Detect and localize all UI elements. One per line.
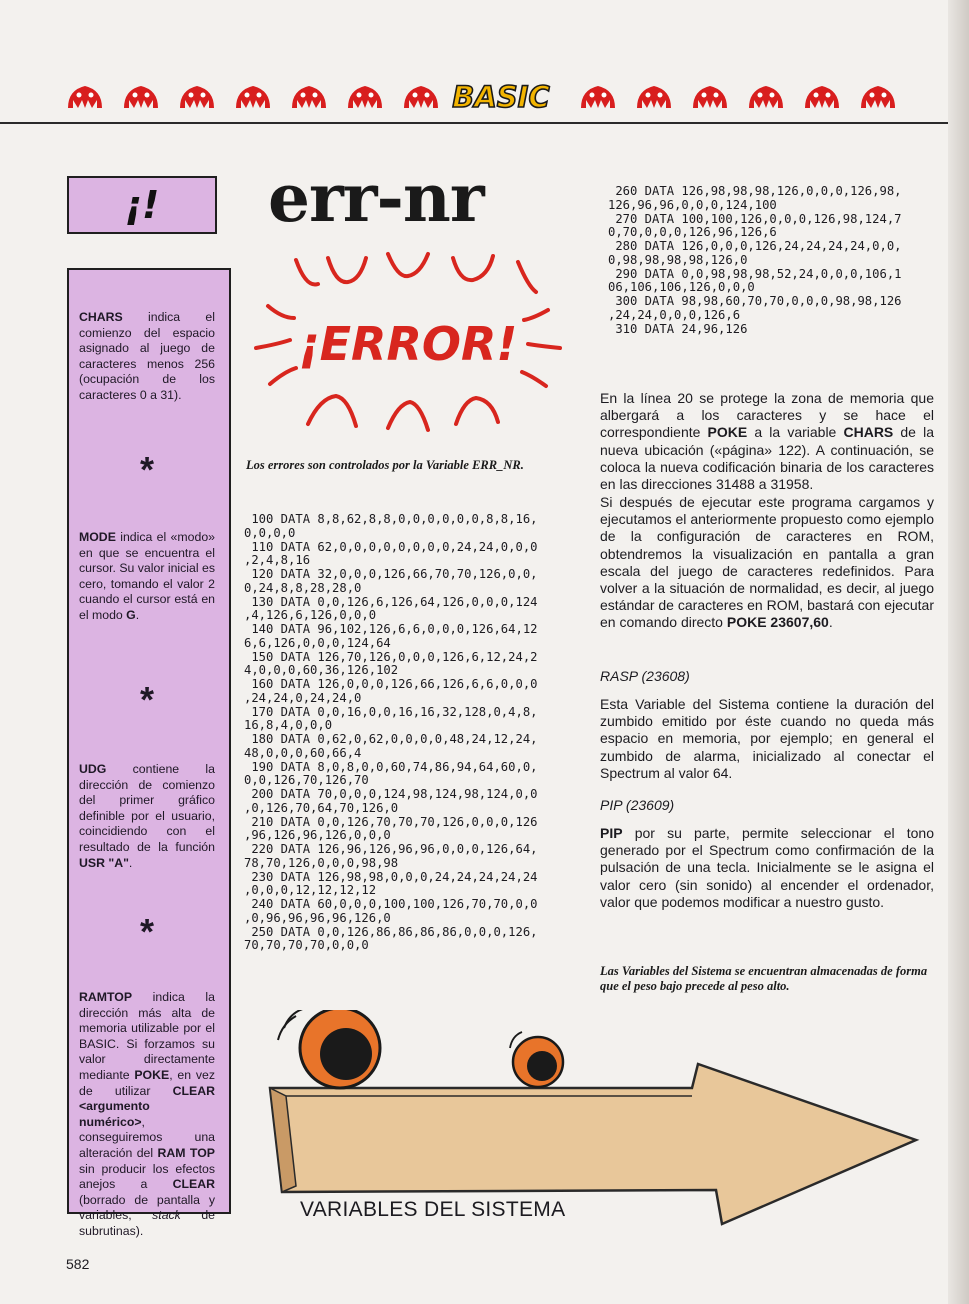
arrow-illustration <box>262 1010 922 1230</box>
pip-heading: PIP (23609) <box>600 797 675 813</box>
page-title: err-nr <box>268 159 484 237</box>
page-edge <box>948 0 969 1304</box>
crab-icon <box>232 78 274 112</box>
crab-row-right <box>577 78 899 114</box>
crab-icon <box>344 78 386 112</box>
crab-icon <box>801 78 843 112</box>
crab-icon <box>176 78 218 112</box>
sidebar-udg-note: UDG contiene la dirección de comienzo del primer gráfico definible por el usuario, coincidiendo con el resultado de la función USR "A". <box>79 762 215 870</box>
crab-icon <box>400 78 442 112</box>
asterisk-separator: * <box>139 679 154 720</box>
crab-icon <box>577 78 619 112</box>
pip-paragraph: PIP por su parte, permite seleccionar el tono generado por el Spectrum como confirmación de la pulsación de una tecla. Inicialmente se le asigna el valor cero (sin sonido) al encender el ordenador, valor que podemos modificar a nuestro gusto. <box>600 825 934 910</box>
variables-label: VARIABLES DEL SISTEMA <box>300 1198 566 1221</box>
asterisk-separator: * <box>139 449 154 490</box>
crab-icon <box>745 78 787 112</box>
sidebar-chars-note: CHARS indica el comienzo del espacio asignado al juego de caracteres menos 256 (ocupación de los caracteres 0 a 31). <box>79 310 215 402</box>
error-burst-graphic <box>248 248 568 438</box>
crab-icon <box>120 78 162 112</box>
page-number: 582 <box>66 1256 90 1272</box>
rasp-heading: RASP (23608) <box>600 668 690 684</box>
sidebar-ramtop-note: RAMTOP indica la dirección más alta de memoria utilizable por el BASIC. Si forzamos su valor directamente mediante POKE, en vez de utilizar CLEAR <argumento numérico>, conseguiremos una alteración del RAM TOP sin producir los efectos anejos a CLEAR (borrado de pantalla y variables, stack de subrutinas). <box>79 990 215 1238</box>
header-rule <box>0 122 969 124</box>
crab-icon <box>689 78 731 112</box>
paragraph-execution: Si después de ejecutar este programa cargamos y ejecutamos el anteriormente propuesto como ejemplo de la configuración de caracteres en ROM, obtendremos la visualización en pantalla a gran escala del juego de caracteres redefinidos. Para volver a la situación de normalidad, es decir, al juego estándar de caracteres en ROM, bastará con ejecutar en comando directo POKE 23607,60. <box>600 494 934 631</box>
error-caption: Los errores son controlados por la Variable ERR_NR. <box>246 458 524 472</box>
basic-listing-part1: 100 DATA 8,8,62,8,8,0,0,0,0,0,0,8,8,16, 0,0,0,0 110 DATA 62,0,0,0,0,0,0,0,0,24,24,0,0,0 ,2,4,8,16 120 DATA 32,0,0,0,126,66,70,70,126,0,0, 0,24,8,8,28,28,0 130 DATA 0,0,126,6,126,64,126,0,0,0,124 ,4,126,6,126,0,0,0 140 DATA 96,102,126,6,6,0,0,0,126,64,12 6,6,126,0,0,0,124,64 150 DATA 126,70,126,0,0,0,126,6,12,24,2 4,0,0,0,60,36,126,102 160 DATA 126,0,0,0,126,66,126,6,6,0,0,0 ,24,24,0,24,24,0 170 DATA 0,0,16,0,0,16,16,32,128,0,4,8, 16,8,4,0,0,0 180 DATA 0,62,0,62,0,0,0,0,48,24,12,24, 48,0,0,0,60,66,4 190 DATA 8,0,8,0,0,60,74,86,94,64,60,0, 0,0,126,70,126,70 200 DATA 70,0,0,0,124,98,124,98,124,0,0 ,0,126,70,64,70,126,0 210 DATA 0,0,126,70,70,70,126,0,0,0,126 ,96,126,96,126,0,0,0 220 DATA 126,96,126,96,96,0,0,0,126,64, 78,70,126,0,0,0,98,98 230 DATA 126,98,98,0,0,0,24,24,24,24,24 ,0,0,0,12,12,12,12 240 DATA 60,0,0,0,100,100,126,70,70,0,0 ,0,96,96,96,96,126,0 250 DATA 0,0,126,86,86,86,86,0,0,0,126, 70,70,70,70,0,0,0 <box>244 512 538 953</box>
basic-section-logo: BASIC <box>452 80 550 114</box>
crab-icon <box>64 78 106 112</box>
sidebar-heading: ¡! <box>67 176 217 234</box>
crab-icon <box>857 78 899 112</box>
error-burst-text: ¡ERROR! <box>298 317 518 371</box>
asterisk-separator: * <box>139 911 154 952</box>
system-variables-caption: Las Variables del Sistema se encuentran almacenadas de forma que el peso bajo precede al peso alto. <box>600 964 928 993</box>
crab-icon <box>288 78 330 112</box>
crab-icon <box>633 78 675 112</box>
sidebar-mode-note: MODE indica el «modo» en que se encuentra el cursor. Su valor inicial es cero, tomando el valor 2 cuando el cursor está en el modo G. <box>79 530 216 622</box>
rasp-paragraph: Esta Variable del Sistema contiene la duración del zumbido emitido por éste cuando no queda más espacio en memoria, por ejemplo; en general el zumbido de alarma, inicializado al conectar el Spectrum al valor 64. <box>600 696 934 781</box>
paragraph-line20: En la línea 20 se protege la zona de memoria que albergará a los caracteres y se hace el correspondiente POKE a la variable CHARS de la nueva ubicación («página» 122). A continuación, se coloca la nueva codificación binaria de los caracteres en las direcciones 31488 a 31958. <box>600 390 935 493</box>
sidebar-panel <box>67 268 231 1238</box>
crab-row-left <box>64 78 442 114</box>
basic-listing-part2: 260 DATA 126,98,98,98,126,0,0,0,126,98, 126,96,96,0,0,0,124,100 270 DATA 100,100,126,0,0,0,126,98,124,7 0,70,0,0,0,126,96,126,6 280 DATA 126,0,0,0,126,24,24,24,24,0,0, 0,98,98,98,98,126,0 290 DATA 0,0,98,98,98,52,24,0,0,0,106,1 06,106,106,126,0,0,0 300 DATA 98,98,60,70,70,0,0,0,98,98,126 ,24,24,0,0,0,126,6 310 DATA 24,96,126 <box>608 184 902 336</box>
